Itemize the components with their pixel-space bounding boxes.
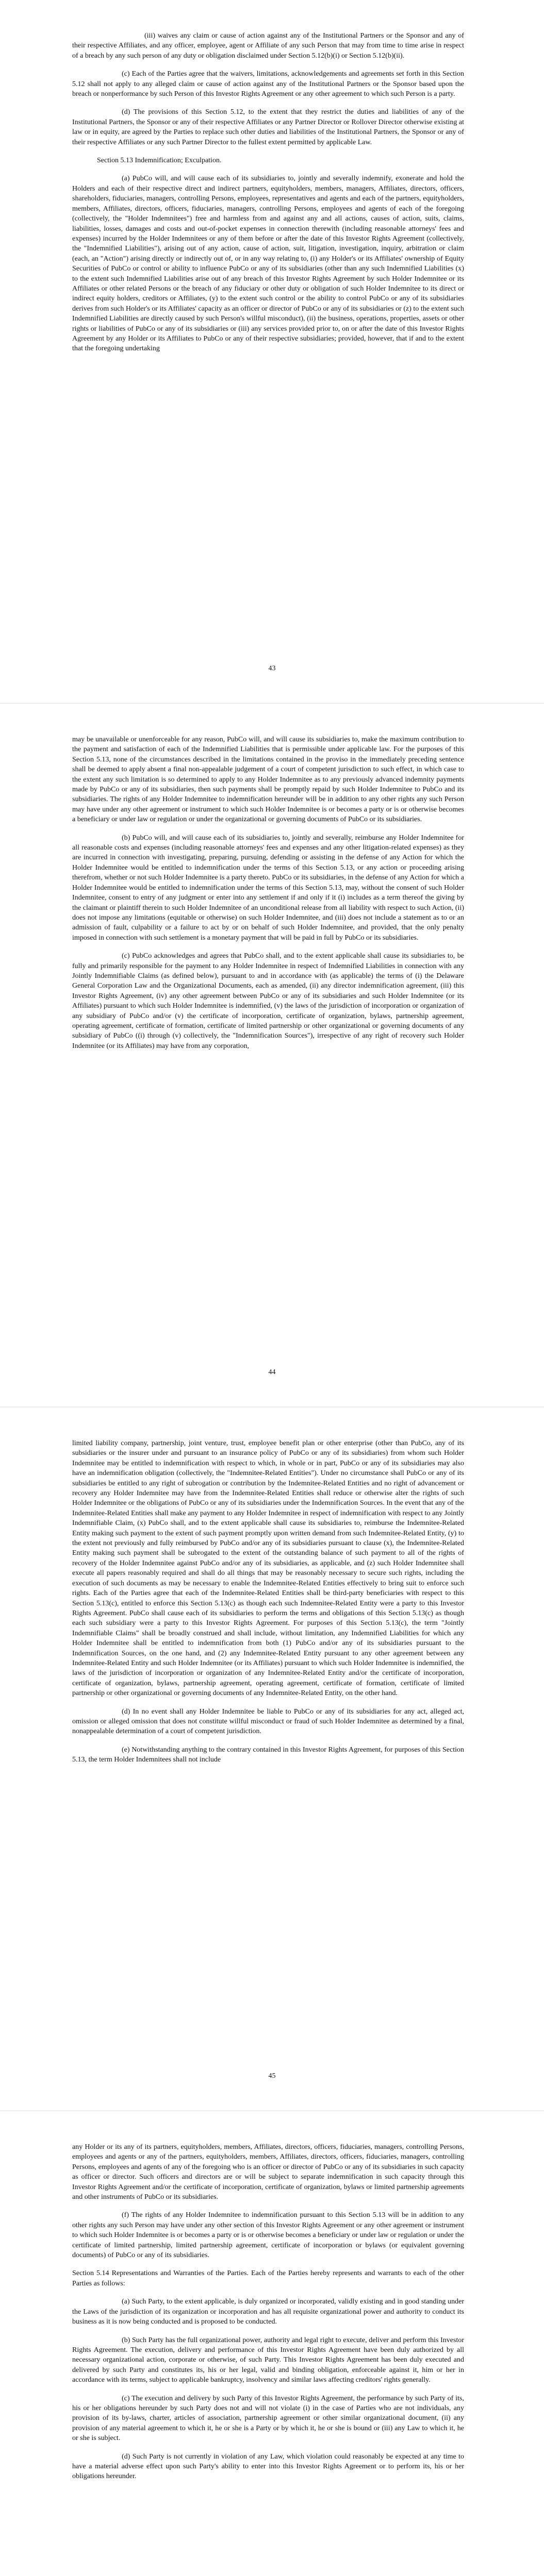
document-page-4 xyxy=(0,2111,544,2576)
page-body xyxy=(72,31,464,362)
paragraph: (e) Notwithstanding anything to the contrary contained in this Investor Rights Agreement, for purposes of this Section 5.13, the term Holder Indemnitees shall not include xyxy=(72,1745,464,1764)
paragraph: any Holder or its any of its partners, equityholders, members, Affiliates, directors, officers, fiduciaries, managers, controlling Persons, employees and agents or any of the partners, equityholders, members, Affiliates, directors, officers, fiduciaries, managers, controlling Persons, employees and agents of any of the foregoing who is an officer or director of PubCo or any of its subsidiaries in such capacity as officer or director. Such officers and directors are or will be subject to separate indemnification in such capacity through this Investor Rights Agreement and/or the certificate of incorporation, certificate of organization, bylaws or limited partnership agreements and other instruments of PubCo or its subsidiaries. xyxy=(72,2143,464,2201)
paragraph: may be unavailable or unenforceable for any reason, PubCo will, and will cause its subsidiaries to, make the maximum contribution to the payment and satisfaction of each of the Indemnified Liabilities that is permissible under applicable law. For the purposes of this Section 5.13, none of the circumstances described in the limitations contained in the proviso in the immediately preceding sentence shall be deemed to apply absent a final non-appealable judgement of a court of competent jurisdiction to such effect, in which case to the extent any such limitation is so determined to apply to any Holder Indemnitee as to any previously advanced indemnity payments made by PubCo or any of its subsidiaries, then such payments shall be promptly repaid by such Holder Indemnitee to PubCo and its subsidiaries. The rights of any Holder Indemnitee to indemnification hereunder will be in addition to any other rights any such Person may have under any other agreement or instrument to which such Holder Indemnitee is or becomes a party or is or otherwise becomes a beneficiary or under law or regulation or under the organizational or governing documents of PubCo or its subsidiaries. xyxy=(72,736,464,824)
document-page-2 xyxy=(0,704,544,1407)
page-number: 45 xyxy=(268,2072,276,2080)
paragraph: (c) Each of the Parties agree that the waivers, limitations, acknowledgements and agreements set forth in this Section 5.12 shall not apply to any alleged claim or cause of action against any of the Institutional Partners or the Sponsor based upon the breach or nonperformance by such Person of this Investor Rights Agreement or any other agreement to which such Person is a party. xyxy=(72,70,464,98)
document-page-1 xyxy=(0,0,544,703)
paragraph: (c) The execution and delivery by such Party of this Investor Rights Agreement, the performance by such Party of its, his or her obligations hereunder by such Party does not and will not violate (i) in the case of Parties who are not individuals, any provision of its by-laws, charter, articles of association, partnership agreement or other similar organizational document, (ii) any provision of any material agreement to which it, he or she is a Party or by which it, he or she is bound or (iii) any Law to which it, he or she is subject. xyxy=(72,2394,464,2443)
paragraph: (d) The provisions of this Section 5.12, to the extent that they restrict the duties and liabilities of any of the Institutional Partners, the Sponsor or any of their respective Affiliates or any Partner Director or Rollover Director otherwise existing at law or in equity, are agreed by the Parties to replace such other duties and liabilities of the Institutional Partners, the Sponsor or any of their respective Affiliates or any such Partner Director to the fullest extent permitted by applicable Law. xyxy=(72,108,464,146)
paragraph: (a) PubCo will, and will cause each of its subsidiaries to, jointly and severally indemnify, exonerate and hold the Holders and each of their respective direct and indirect partners, equityholders, members, managers, Affiliates, directors, officers, shareholders, fiduciaries, managers, controlling Persons, employees, representatives and agents and each of the partners, equityholders, members, Affiliates, directors, officers, fiduciaries, managers, controlling Persons, employees and agents of each of the foregoing (collectively, the "Holder Indemnitees") free and harmless from and against any and all actions, causes of action, suits, claims, liabilities, losses, damages and costs and out-of-pocket expenses in connection therewith (including reasonable attorneys' fees and expenses) incurred by the Holder Indemnitees or any of them before or after the date of this Investor Rights Agreement (collectively, the "Indemnified Liabilities"), arising out of any action, cause of action, suit, litigation, investigation, inquiry, arbitration or claim (each, an "Action") arising directly or indirectly out of, or in any way relating to, (i) any Holder's or its Affiliates' ownership of Equity Securities of PubCo or control or ability to influence PubCo or any of its subsidiaries (other than any such Indemnified Liabilities (x) to the extent such Indemnified Liabilities arise out of any breach of this Investor Rights Agreement by such Holder Indemnitee or its Affiliates or other related Persons or the breach of any fiduciary or other duty or obligation of such Holder Indemnitee to its direct or indirect equity holders, creditors or Affiliates, (y) to the extent such control or the ability to control PubCo or any of its subsidiaries derives from such Holder's or its Affiliates' capacity as an officer or director of PubCo or any of its subsidiaries or (z) to the extent such Indemnified Liabilities are directly caused by such Person's willful misconduct), (ii) the business, operations, properties, assets or other rights or liabilities of PubCo or any of its subsidiaries or (iii) any services provided prior to, on or after the date of this Investor Rights Agreement by any Holder or its Affiliates to PubCo or any of their respective subsidiaries; provided, however, that if and to the extent that the foregoing undertaking xyxy=(72,175,464,353)
paragraph: Section 5.14 Representations and Warranties of the Parties. Each of the Parties hereby represents and warrants to each of the other Parties as follows: xyxy=(72,2269,464,2287)
paragraph: (d) In no event shall any Holder Indemnitee be liable to PubCo or any of its subsidiaries for any act, alleged act, omission or alleged omission that does not constitute willful misconduct or fraud of such Holder Indemnitee as determined by a final, nonappealable determination of a court of competent jurisdiction. xyxy=(72,1707,464,1736)
paragraph: limited liability company, partnership, joint venture, trust, employee benefit plan or other enterprise (other than PubCo, any of its subsidiaries or the insurer under and pursuant to an insurance policy of PubCo or any of its subsidiaries) from whom such Holder Indemnitee may be entitled to indemnification with respect to which, in whole or in part, PubCo or any of its subsidiaries may also have an indemnification obligation (collectively, the "Indemnitee-Related Entities"). Under no circumstance shall PubCo or any of its subsidiaries be entitled to any right of subrogation or contribution by the Indemnitee-Related Entities and no right of advancement or recovery any Holder Indemnitee may have from the Indemnitee-Related Entities shall reduce or otherwise alter the rights of such Holder Indemnitee or the obligations of PubCo or any of its subsidiaries under the Indemnification Sources. In the event that any of the Indemnitee-Related Entities shall make any payment to any Holder Indemnitee in respect of indemnification with respect to any Jointly Indemnifiable Claim, (x) PubCo shall, and to the extent applicable shall cause its subsidiaries to, reimburse the Indemnitee-Related Entity making such payment to the extent of such payment promptly upon written demand from such Indemnitee-Related Entity, (y) to the extent not previously and fully reimbursed by PubCo and/or any of its subsidiaries pursuant to clause (x), the Indemnitee-Related Entity making such payment shall be subrogated to the extent of the outstanding balance of such payment to all of the rights of recovery of the Holder Indemnitee against PubCo and/or any of its subsidiaries, as applicable, and (z) such Holder Indemnitee shall execute all papers reasonably required and shall do all things that may be reasonably necessary to secure such rights, including the execution of such documents as may be necessary to enable the Indemnitee-Related Entities effectively to bring suit to enforce such rights. Each of the Parties agree that each of the Indemnitee-Related Entities shall be third-party beneficiaries with respect to this Section 5.13(c), entitled to enforce this Section 5.13(c) as though each such Indemnitee-Related Entity were a party to this Investor Rights Agreement. PubCo shall cause each of its subsidiaries to perform the terms and obligations of this Section 5.13(c) as though each such subsidiary were a party to this Investor Rights Agreement. For purposes of this Section 5.13(c), the term "Jointly Indemnifiable Claims" shall be broadly construed and shall include, without limitation, any Indemnified Liabilities for which any Holder Indemnitee shall be entitled to indemnification from both (1) PubCo and/or any of its subsidiaries pursuant to the Indemnification Sources, on the one hand, and (2) any Indemnitee-Related Entity pursuant to any other agreement between any Indemnitee-Related Entity and such Holder Indemnitee (or its Affiliates) pursuant to which such Holder Indemnitee is indemnified, the laws of the jurisdiction of incorporation or organization of any Indemnitee-Related Entity and/or the certificate of incorporation, certificate of organization, bylaws, partnership agreement, operating agreement, certificate of formation, certificate of limited partnership or other organizational or governing documents of any Indemnitee-Related Entity, on the other hand. xyxy=(72,1439,464,1698)
paragraph: (iii) waives any claim or cause of action against any of the Institutional Partners or the Sponsor and any of their respective Affiliates, and any officer, employee, agent or Affiliate of any such Person that may from time to time arise in respect of a breach by any such person of any duty or obligation disclaimed under Section 5.12(b)(i) or Section 5.12(b)(ii). xyxy=(72,32,464,60)
page-body xyxy=(72,2142,464,2490)
paragraph: (d) Such Party is not currently in violation of any Law, which violation could reasonably be expected at any time to have a material adverse effect upon such Party's ability to enter into this Investor Rights Agreement or to perform its, his or her obligations hereunder. xyxy=(72,2452,464,2481)
paragraph: (b) PubCo will, and will cause each of its subsidiaries to, jointly and severally, reimburse any Holder Indemnitee for all reasonable costs and expenses (including reasonable attorneys' fees and expenses and any other litigation-related expenses) as they are incurred in connection with investigating, preparing, pursuing, defending or assisting in the defense of any Action for which the Holder Indemnitee would be entitled to indemnification under the terms of this Section 5.13, or any action or proceeding arising therefrom, whether or not such Holder Indemnitee is a party thereto. PubCo or its subsidiaries, in the defense of any Action for which a Holder Indemnitee would be entitled to indemnification under the terms of this Section 5.13, may, without the consent of such Holder Indemnitee, consent to entry of any judgment or enter into any settlement if and only if it (i) includes as a term thereof the giving by the claimant or plaintiff therein to such Holder Indemnitee of an unconditional release from all liability with respect to such Action, (ii) does not impose any limitations (equitable or otherwise) on such Holder Indemnitee, and (iii) does not include a statement as to or an admission of fault, culpability or a failure to act by or on behalf of such Holder Indemnitee, and provided, that the only penalty imposed in connection with such settlement is a monetary payment that will be paid in full by PubCo or its subsidiaries. xyxy=(72,834,464,942)
page-number: 44 xyxy=(268,1368,276,1376)
document-page-3 xyxy=(0,1408,544,2111)
page-body xyxy=(72,1438,464,1773)
paragraph: (f) The rights of any Holder Indemnitee to indemnification pursuant to this Section 5.13 will be in addition to any other rights any such Person may have under any other section of this Investor Rights Agreement or any other agreement or instrument to which such Holder Indemnitee is or becomes a party or is or otherwise becomes a beneficiary or under law or regulation or under the certificate of limited partnership, limited partnership agreement, certificate of incorporation or bylaws (or equivalent governing documents) of PubCo or any of its subsidiaries. xyxy=(72,2211,464,2260)
page-number: 43 xyxy=(268,665,276,672)
paragraph: (c) PubCo acknowledges and agrees that PubCo shall, and to the extent applicable shall cause its subsidiaries to, be fully and primarily responsible for the payment to any Holder Indemnitee in respect of Indemnified Liabilities in connection with any Jointly Indemnifiable Claims (as defined below), pursuant to and in accordance with (as applicable) the terms of (i) the Delaware General Corporation Law and the Organizational Documents, each as amended, (ii) any director indemnification agreement, (iii) this Investor Rights Agreement, (iv) any other agreement between PubCo or any of its subsidiaries and such Holder Indemnitee (or its Affiliates) pursuant to which such Holder Indemnitee is indemnified, (v) the laws of the jurisdiction of incorporation or organization of any subsidiary of PubCo and/or (v) the certificate of incorporation, certificate of organization, bylaws, partnership agreement, operating agreement, certificate of formation, certificate of limited partnership or other organizational or governing documents of any subsidiary of PubCo ((i) through (v) collectively, the "Indemnification Sources"), irrespective of any right of recovery such Holder Indemnitee (or its Affiliates) may have from any corporation, xyxy=(72,952,464,1050)
paragraph: (a) Such Party, to the extent applicable, is duly organized or incorporated, validly existing and in good standing under the Laws of the jurisdiction of its organization or incorporation and has all requisite organizational power and authority to conduct its business as it is now being conducted and is proposed to be conducted. xyxy=(72,2298,464,2326)
page-body xyxy=(72,735,464,1059)
paragraph: Section 5.13 Indemnification; Exculpation. xyxy=(97,157,222,165)
paragraph: (b) Such Party has the full organizational power, authority and legal right to execute, deliver and perform this Investor Rights Agreement. The execution, delivery and performance of this Investor Rights Agreement have been duly authorized by all necessary organizational action, corporate or otherwise, of such Party. This Investor Rights Agreement has been duly executed and delivered by such Party and constitutes its, his or her legal, valid and binding obligation, enforceable against it, him or her in accordance with its terms, subject to applicable bankruptcy, insolvency and similar laws affecting creditors' rights generally. xyxy=(72,2336,464,2384)
